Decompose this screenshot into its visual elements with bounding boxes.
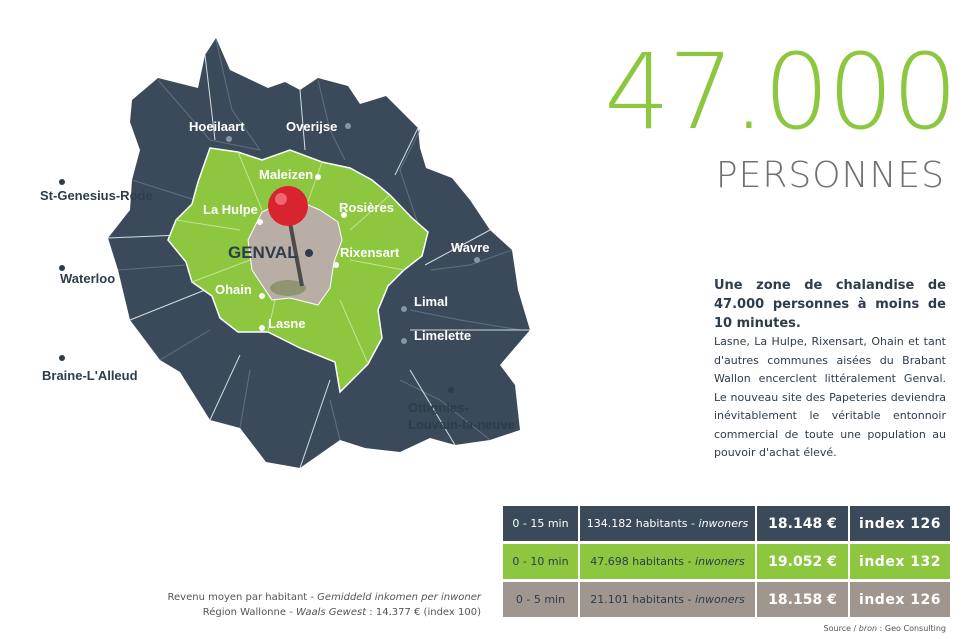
center-label: GENVAL [228, 243, 298, 262]
town-label: Rosières [339, 200, 394, 215]
headline-number: 47.000 [604, 31, 956, 153]
habitants-cell: 47.698 habitants - inwoners [580, 544, 757, 579]
time-cell: 0 - 15 min [503, 506, 580, 541]
town-label: Lasne [268, 316, 306, 331]
town-label: Braine-L'Alleud [42, 368, 138, 383]
town-label: La Hulpe [203, 202, 258, 217]
time-cell: 0 - 5 min [503, 582, 580, 617]
table-row [503, 544, 950, 579]
town-label: Limal [414, 294, 448, 309]
index-cell: index 126 [850, 506, 950, 541]
headline-word: PERSONNES [715, 155, 945, 196]
town-label: Ohain [215, 282, 252, 297]
town-label: Overijse [286, 119, 338, 134]
catchment-map [0, 0, 560, 500]
table-row [503, 506, 950, 541]
town-label: Hoeilaart [189, 119, 245, 134]
town-label: Ottignies- [408, 400, 469, 415]
habitants-cell: 134.182 habitants - inwoners [580, 506, 757, 541]
town-label: Limelette [414, 328, 472, 343]
habitants-cell: 21.101 habitants - inwoners [580, 582, 757, 617]
pin-highlight [275, 193, 287, 205]
town-label: Waterloo [60, 271, 116, 286]
pin-head [268, 186, 308, 226]
town-label: Rixensart [340, 245, 400, 260]
town-label: Wavre [451, 240, 490, 255]
time-cell: 0 - 10 min [503, 544, 580, 579]
index-cell: index 126 [850, 582, 950, 617]
source-note: Source / bron : Geo Consulting [823, 624, 946, 633]
income-cell: 18.148 € [757, 506, 850, 541]
town-label: St-Genesius-Rode [40, 188, 153, 203]
index-cell: index 132 [850, 544, 950, 579]
headline-text: Une zone de chalandise de 47.000 personnes à moins de 10 minutes. [714, 278, 946, 331]
income-cell: 18.158 € [757, 582, 850, 617]
table-row [503, 582, 950, 617]
income-cell: 19.052 € [757, 544, 850, 579]
body-text: Lasne, La Hulpe, Rixensart, Ohain et tant d'autres communes aisées du Brabant Wallon encerclent littéralement Genval. Le nouveau site des Papeteries deviendra inévitablement le véritable entonnoir commercial de toute une population au pouvoir d'achat élevé. [714, 335, 946, 459]
town-label: Louvain-la-neuve [408, 417, 515, 432]
income-footnote: Revenu moyen par habitant - Gemiddeld inkomen per inwoner Région Wallonne - Waals Gewest : 14.377 € (index 100) [167, 592, 481, 618]
catchment-table [503, 503, 950, 620]
town-label: Maleizen [259, 167, 314, 182]
